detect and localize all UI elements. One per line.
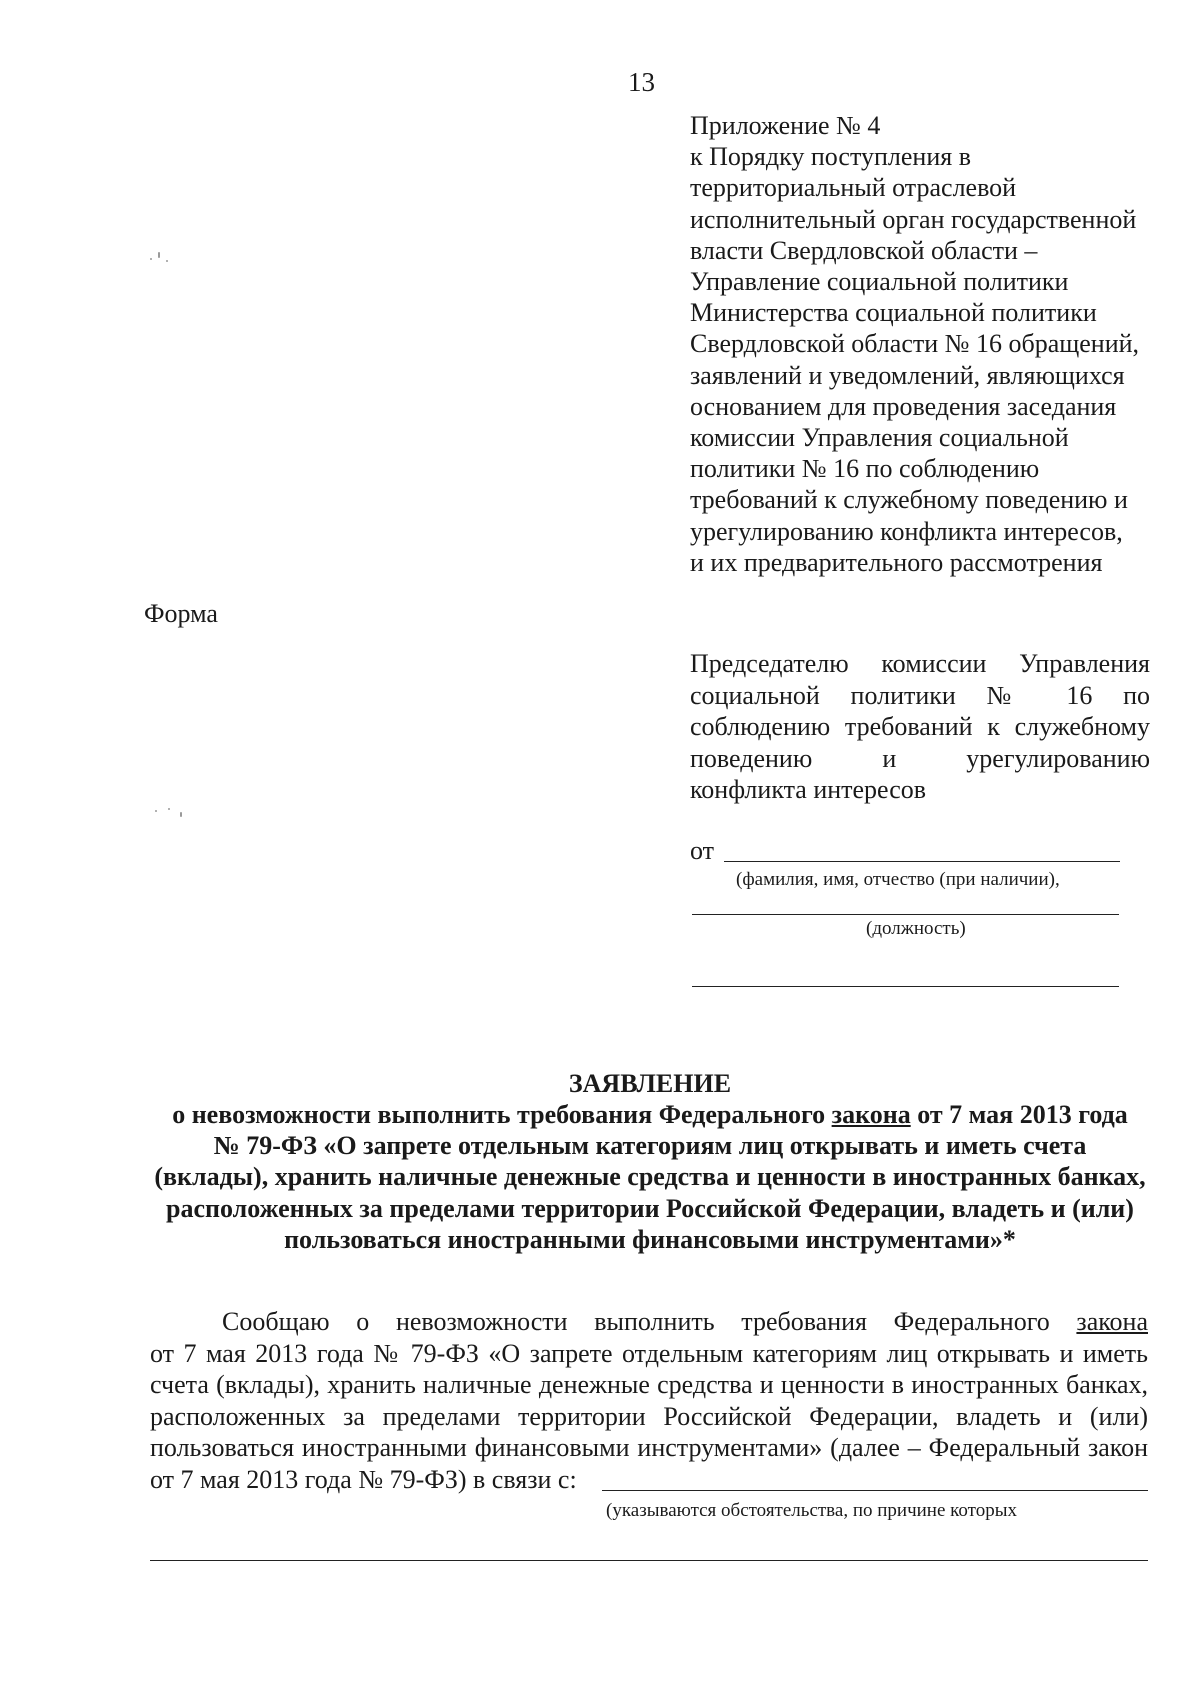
appendix-header (690, 110, 1160, 578)
law-link[interactable]: закона (831, 1100, 911, 1129)
appendix-line: власти Свердловской области – (690, 235, 1038, 265)
addressee-line: соблюдению требований к служебному (690, 712, 1150, 741)
document-title: ЗАЯВЛЕНИЕ (568, 1069, 732, 1098)
document-subtitle (130, 1099, 1170, 1255)
body-line: расположенных за пределами территории Российской Федерации, владеть и (или) (150, 1401, 1148, 1431)
scan-artifact (150, 258, 152, 260)
appendix-line: урегулированию конфликта интересов, (690, 516, 1123, 546)
from-blank-line[interactable] (724, 861, 1120, 862)
page-number: 13 (628, 67, 655, 97)
law-link[interactable]: закона (1076, 1307, 1148, 1336)
from-label: от (690, 836, 715, 865)
caption-full-name: (фамилия, имя, отчество (при наличии), (736, 869, 1060, 890)
appendix-line: Приложение № 4 (690, 111, 881, 140)
appendix-line: политики № 16 по соблюдению (690, 454, 1040, 484)
extra-blank-line[interactable] (692, 986, 1119, 987)
reason-continuation-line[interactable] (150, 1560, 1148, 1561)
appendix-line: комиссии Управления социальной (690, 423, 1069, 453)
scan-artifact (168, 808, 170, 810)
body-line (150, 1306, 1148, 1338)
subtitle-line: расположенных за пределами территории Российской Федерации, владеть и (или) (166, 1193, 1134, 1223)
subtitle-text: о невозможности выполнить требования Федерального (172, 1100, 832, 1129)
appendix-line: Министерства социальной политики (690, 298, 1097, 328)
scan-artifact (180, 812, 182, 817)
appendix-line: заявлений и уведомлений, являющихся (690, 360, 1125, 390)
subtitle-line: (вклады), хранить наличные денежные средства и ценности в иностранных банках, (154, 1162, 1146, 1192)
appendix-line: требований к служебному поведению и (690, 485, 1128, 515)
appendix-line: основанием для проведения заседания (690, 391, 1117, 421)
addressee-line: социальной политики № 16 по (690, 680, 1150, 710)
addressee-line: Председателю комиссии Управления (690, 649, 1150, 678)
subtitle-line (130, 1099, 1170, 1130)
appendix-line: к Порядку поступления в (690, 142, 971, 172)
from-field[interactable] (690, 835, 1120, 867)
body-text: от 7 мая 2013 года № 79-ФЗ) в связи с: (150, 1464, 577, 1494)
appendix-line: Свердловской области № 16 обращений, (690, 329, 1140, 359)
addressee-line: поведению и урегулированию (690, 743, 1150, 773)
addressee-line: конфликта интересов (690, 775, 927, 804)
caption-circumstances: (указываются обстоятельства, по причине которых (606, 1500, 1017, 1521)
appendix-line: исполнительный орган государственной (690, 204, 1137, 234)
body-line: счета (вклады), хранить наличные денежные средства и ценности в иностранных банках, (150, 1370, 1148, 1400)
position-blank-line[interactable] (692, 914, 1119, 915)
body-line: от 7 мая 2013 года № 79-ФЗ «О запрете отдельным категориям лиц открывать и иметь (150, 1338, 1148, 1368)
caption-position: (должность) (866, 918, 966, 939)
subtitle-line: пользоваться иностранными финансовыми инструментами»* (284, 1224, 1016, 1254)
subtitle-line: № 79-ФЗ «О запрете отдельным категориям лиц открывать и иметь счета (213, 1131, 1087, 1161)
body-line: пользоваться иностранными финансовыми инструментами» (далее – Федеральный закон (150, 1433, 1148, 1463)
form-label: Форма (144, 599, 218, 628)
appendix-line: Управление социальной политики (690, 267, 1069, 297)
scan-artifact (158, 252, 160, 258)
body-text: Сообщаю о невозможности выполнить требования Федерального (222, 1307, 1077, 1336)
body-line (150, 1464, 1148, 1496)
scan-artifact (166, 260, 168, 262)
scan-artifact (155, 810, 157, 812)
statement-body (150, 1306, 1148, 1496)
addressee-block (690, 648, 1150, 806)
reason-blank-line[interactable] (602, 1490, 1148, 1491)
subtitle-text: от 7 мая 2013 года (910, 1100, 1128, 1129)
appendix-line: и их предварительного рассмотрения (690, 547, 1103, 577)
appendix-line: территориальный отраслевой (690, 173, 1017, 203)
